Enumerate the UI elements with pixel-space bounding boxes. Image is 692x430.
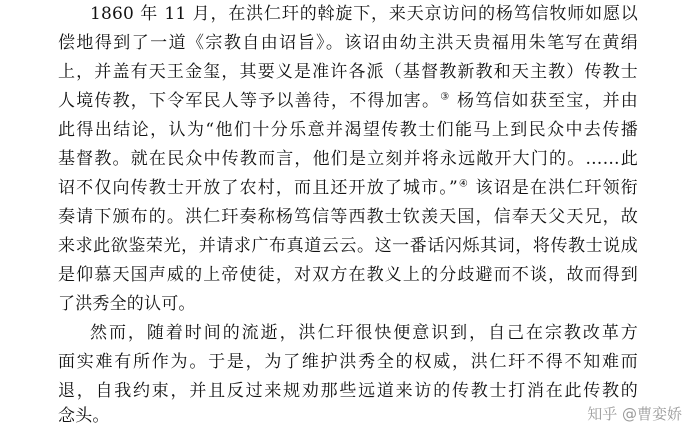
text-segment: 人境传教，下令军民人等予以善待，不得加害。	[58, 91, 441, 111]
text-line-2: 偿地得到了一道《宗教自由诏旨》。该诏由幼主洪天贵福用朱笔写在黄绢	[58, 33, 638, 53]
text-line-7	[58, 176, 638, 201]
zhihu-watermark	[587, 403, 682, 424]
watermark-text: 知乎 @曹娈娇	[587, 405, 682, 423]
text-segment: 该诏是在洪仁玕领衔	[468, 178, 638, 198]
text-line-13: 面实难有所作为。于是，为了维护洪秀全的权威，洪仁玕不得不知难而	[58, 352, 638, 372]
text-line-6: 基督教。就在民众中传教而言，他们是立刻并将永远敞开大门的。……此	[58, 149, 638, 169]
text-line-4	[58, 89, 638, 114]
text-line-12: 然而，随着时间的流逝，洪仁玕很快便意识到，自己在宗教改革方	[90, 323, 638, 343]
text-line-3: 上，并盖有天王金玺，其要义是准许各派（基督教新教和天主教）传教士	[58, 62, 638, 82]
text-line-1: 1860 年 11 月，在洪仁玕的斡旋下，来天京访问的杨笃信牧师如愿以	[90, 4, 638, 24]
text-line-11: 了洪秀全的认可。	[58, 294, 196, 314]
text-line-15: 念头。	[58, 406, 110, 426]
footnote-marker-3: ③	[440, 91, 451, 103]
text-line-9: 来求此欲鉴荣光，并请求广布真道云云。这一番话闪烁其词，将传教士说成	[58, 236, 638, 256]
footnote-marker-4: ④	[457, 178, 469, 190]
text-segment: 诏不仅向传教士开放了农村，而且还开放了城市。”	[58, 178, 458, 198]
text-line-10: 是仰慕天国声威的上帝使徒，对双方在教义上的分歧避而不谈，故而得到	[58, 265, 638, 285]
text-line-8: 奏请下颁布的。洪仁玕奏称杨笃信等西教士钦羡天国，信奉天父天兄，故	[58, 207, 638, 227]
text-line-5: 此得出结论，认为“他们十分乐意并渴望传教士们能马上到民众中去传播	[58, 120, 638, 140]
text-line-14: 退，自我约束，并且反过来规劝那些远道来访的传教士打消在此传教的	[58, 381, 638, 401]
text-segment: 杨笃信如获至宝，并由	[450, 91, 638, 111]
